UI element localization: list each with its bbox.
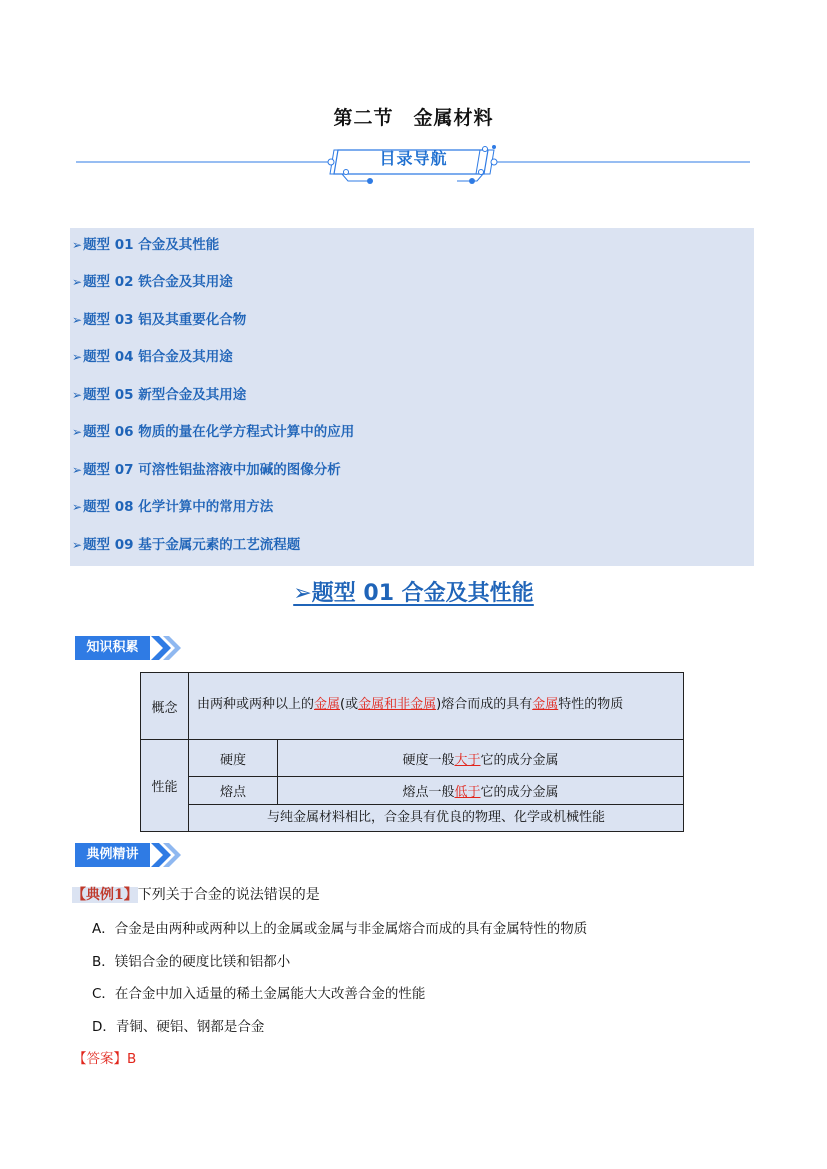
toc-item-09[interactable] — [72, 533, 300, 553]
question-text: 下列关于合金的说法错误的是 — [137, 887, 320, 903]
option-c: C．在合金中加入适量的稀土金属能大大改善合金的性能 — [92, 986, 426, 1002]
example-question — [72, 884, 320, 904]
answer-label: 【答案】 — [73, 1051, 127, 1067]
concept-label: 概念 — [141, 673, 189, 740]
knowledge-table — [140, 672, 684, 832]
example-label: 【典例1】 — [72, 887, 138, 903]
table-of-contents — [70, 228, 754, 566]
table-summary: 与纯金属材料相比，合金具有优良的物理、化学或机械性能 — [189, 805, 684, 832]
toc-item-02[interactable] — [72, 270, 233, 290]
option-b: B．镁铝合金的硬度比镁和铝都小 — [92, 954, 291, 970]
arrow-icon: ➢ — [72, 388, 83, 402]
arrow-icon: ➢ — [72, 275, 83, 289]
double-chevron-icon — [151, 843, 185, 867]
toc-item-label: 题型 07 可溶性铝盐溶液中加碱的图像分析 — [83, 462, 341, 478]
section-heading-text: 题型 01 合金及其性能 — [311, 581, 534, 606]
example-tag-label: 典例精讲 — [75, 843, 150, 867]
arrow-icon: ➢ — [72, 463, 83, 477]
toc-item-07[interactable] — [72, 458, 341, 478]
toc-item-label: 题型 04 铝合金及其用途 — [83, 349, 233, 365]
arrow-icon: ➢ — [72, 313, 83, 327]
arrow-icon: ➢ — [72, 538, 83, 552]
toc-item-01[interactable] — [72, 233, 219, 253]
toc-item-label: 题型 08 化学计算中的常用方法 — [83, 499, 274, 515]
toc-item-06[interactable] — [72, 420, 354, 440]
toc-item-label: 题型 03 铝及其重要化合物 — [83, 312, 247, 328]
section-heading[interactable] — [0, 576, 827, 607]
toc-item-03[interactable] — [72, 308, 246, 328]
page-title: 第二节 金属材料 — [333, 107, 494, 129]
nav-title: 目录导航 — [379, 149, 448, 168]
arrow-icon: ➢ — [293, 581, 312, 606]
toc-item-05[interactable] — [72, 383, 246, 403]
option-d: D．青铜、硬铝、钢都是合金 — [92, 1019, 265, 1035]
toc-item-label: 题型 09 基于金属元素的工艺流程题 — [83, 537, 301, 553]
hardness-label: 硬度 — [189, 740, 278, 777]
toc-item-label: 题型 01 合金及其性能 — [83, 237, 220, 253]
arrow-icon: ➢ — [72, 238, 83, 252]
melting-desc: 熔点一般低于它的成分金属 — [278, 777, 684, 805]
hardness-desc: 硬度一般大于它的成分金属 — [278, 740, 684, 777]
property-label: 性能 — [141, 740, 189, 832]
toc-item-04[interactable] — [72, 345, 233, 365]
toc-item-label: 题型 06 物质的量在化学方程式计算中的应用 — [83, 424, 355, 440]
double-chevron-icon — [151, 636, 185, 660]
toc-item-label: 题型 05 新型合金及其用途 — [83, 387, 247, 403]
arrow-icon: ➢ — [72, 500, 83, 514]
arrow-icon: ➢ — [72, 425, 83, 439]
concept-definition: 由两种或两种以上的金属(或金属和非金属)熔合而成的具有金属特性的物质 — [189, 673, 684, 740]
toc-item-08[interactable] — [72, 495, 273, 515]
answer-value: B — [127, 1051, 137, 1067]
toc-item-label: 题型 02 铁合金及其用途 — [83, 274, 233, 290]
knowledge-tag-label: 知识积累 — [75, 636, 150, 660]
melting-label: 熔点 — [189, 777, 278, 805]
option-a: A．合金是由两种或两种以上的金属或金属与非金属熔合而成的具有金属特性的物质 — [92, 921, 588, 937]
arrow-icon: ➢ — [72, 350, 83, 364]
answer — [73, 1047, 136, 1067]
